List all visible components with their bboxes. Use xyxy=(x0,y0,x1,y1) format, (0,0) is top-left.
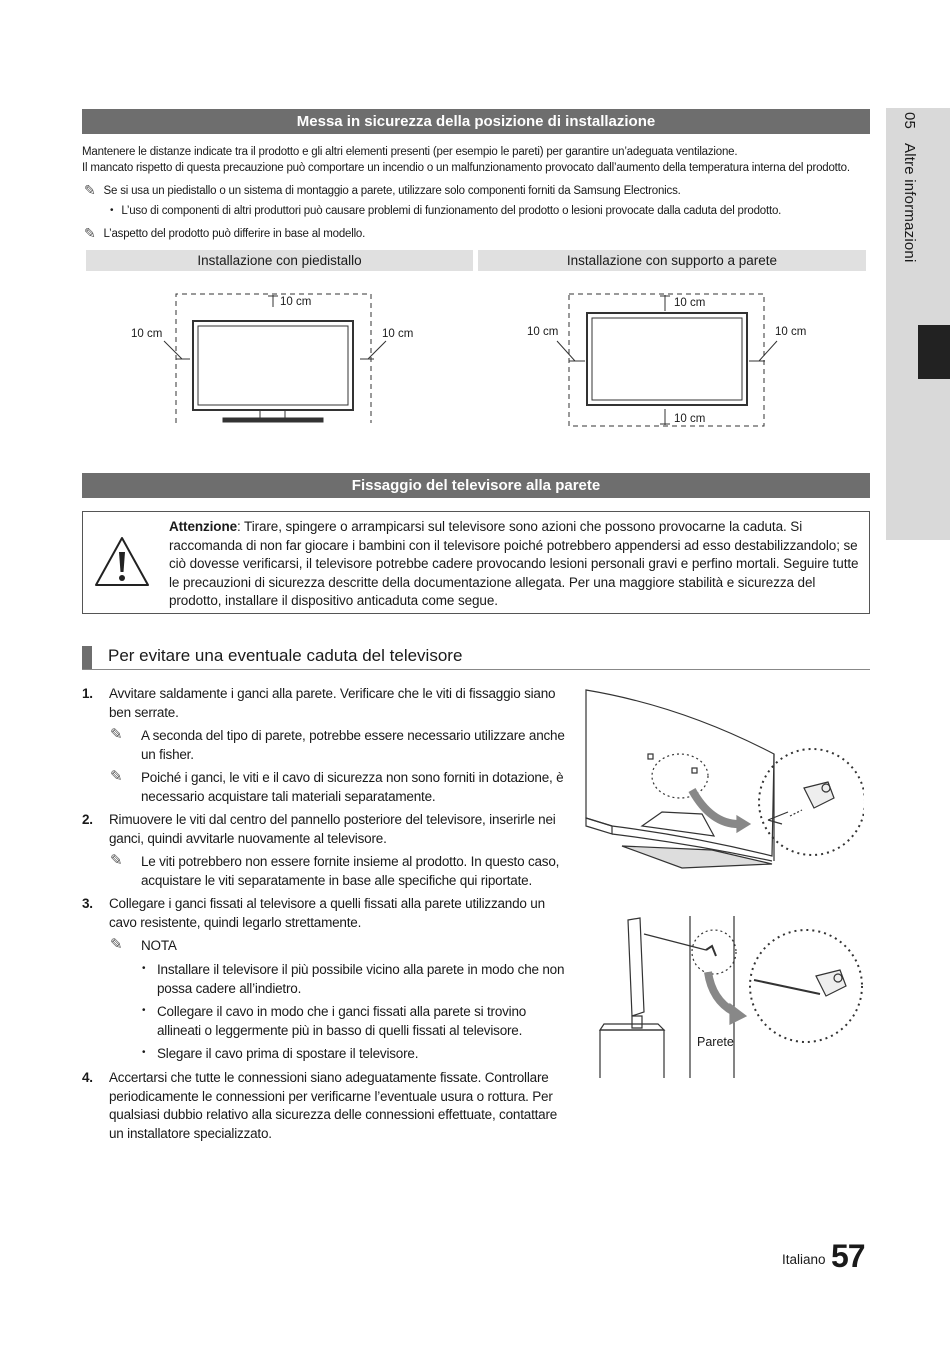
stand-clearance-diagram xyxy=(120,285,430,430)
section-title-installation: Messa in sicurezza della posizione di installazione xyxy=(82,109,870,134)
note-text: A seconda del tipo di parete, potrebbe essere necessario utilizzare anche un fisher. xyxy=(141,728,565,762)
warning-label: Attenzione xyxy=(169,519,237,534)
pencil-note-icon: ✎ xyxy=(84,182,96,198)
stand-dim-left: 10 cm xyxy=(131,328,163,340)
step-1 xyxy=(82,685,572,722)
step-2-note xyxy=(108,853,568,890)
intro-paragraph xyxy=(82,144,872,176)
bullet-text: Slegare il cavo prima di spostare il televisore. xyxy=(157,1046,419,1061)
stand-dim-top: 10 cm xyxy=(280,296,312,308)
note-components-text: Se si usa un piedistallo o un sistema di montaggio a parete, utilizzare solo componenti forniti da Samsung Electronics. xyxy=(103,185,681,197)
intro-line-1: Mantenere le distanze indicate tra il prodotto e gli altri elementi presenti (per esempio le pareti) per garantire un’adeguata ventilazione. xyxy=(82,146,738,158)
wall-install-label: Installazione con supporto a parete xyxy=(478,250,866,271)
bullet-text: Installare il televisore il più possibile vicino alla parete in modo che non possa cadere all’indietro. xyxy=(157,962,565,996)
note-label: NOTA xyxy=(141,938,177,953)
wall-dim-top: 10 cm xyxy=(674,297,706,309)
wall-clearance-diagram xyxy=(515,285,825,435)
step-3-bullet-3 xyxy=(140,1045,570,1064)
bullet-icon: • xyxy=(110,205,114,216)
note-components-bullet-text: L’uso di componenti di altri produttori può causare problemi di funzionamento del prodotto o lesioni provocate dalla caduta del prodotto. xyxy=(121,205,782,217)
note-text: Le viti potrebbero non essere fornite insieme al prodotto. In questo caso, acquistare le viti separatamente in base alle specifiche qui riportate. xyxy=(141,854,560,888)
chapter-number: 05 xyxy=(901,112,918,130)
step-2 xyxy=(82,811,572,848)
step-number: 4. xyxy=(82,1070,93,1085)
wall-label: Parete xyxy=(697,1035,734,1049)
wall-dim-right: 10 cm xyxy=(775,326,807,338)
step-text: Avvitare saldamente i ganci alla parete. Verificare che le viti di fissaggio siano ben serrate. xyxy=(109,686,556,720)
step-3 xyxy=(82,895,572,932)
subsection-title: Per evitare una eventuale caduta del televisore xyxy=(108,646,463,665)
bullet-icon: • xyxy=(142,1005,146,1016)
note-appearance xyxy=(84,226,365,242)
step-number: 2. xyxy=(82,812,93,827)
pencil-note-icon: ✎ xyxy=(84,225,96,241)
section-title-wall-fixing: Fissaggio del televisore alla parete xyxy=(82,473,870,498)
stand-install-label: Installazione con piedistallo xyxy=(86,250,473,271)
wall-dim-left: 10 cm xyxy=(527,326,559,338)
subsection-divider xyxy=(82,669,870,670)
step-text: Collegare i ganci fissati al televisore a quelli fissati alla parete utilizzando un cavo resistente, quindi legarlo strettamente. xyxy=(109,896,545,930)
subsection-marker xyxy=(82,646,92,670)
note-text: Poiché i ganci, le viti e il cavo di sicurezza non sono forniti in dotazione, è necessario acquistare tali materiali separatamente. xyxy=(141,770,564,804)
pencil-note-icon: ✎ xyxy=(110,852,123,869)
step-text: Rimuovere le viti dal centro del pannello posteriore del televisore, inserirle nei ganci, quindi avvitarle nuovamente al televisore. xyxy=(109,812,556,846)
warning-triangle-icon xyxy=(93,535,151,589)
chapter-side-label xyxy=(886,112,918,332)
tv-back-hook-illustration xyxy=(582,686,864,888)
step-1-note-1 xyxy=(108,727,568,764)
note-components-bullet xyxy=(110,203,781,219)
tv-wall-cable-illustration xyxy=(594,912,866,1082)
bullet-icon: • xyxy=(142,963,146,974)
warning-body: : Tirare, spingere o arrampicarsi sul televisore sono azioni che possono provocarne la caduta. Si raccomanda di non far giocare i bambini con il televisore poiché potrebbero appendersi ad esso destabilizzandolo; se ciò dovesse verificarsi, il televisore potrebbe cadere provocando lesioni personali gravi e perfino mortali. Seguire tutte le precauzioni di sicurezza descritte della documentazione allegata. Per una maggiore stabilità e sicurezza del prodotto, installare il dispositivo anticaduta come segue. xyxy=(169,519,859,608)
bullet-icon: • xyxy=(142,1047,146,1058)
chapter-title: Altre informazioni xyxy=(901,143,918,263)
stand-dim-right: 10 cm xyxy=(382,328,414,340)
step-number: 1. xyxy=(82,686,93,701)
note-appearance-text: L’aspetto del prodotto può differire in base al modello. xyxy=(103,228,366,240)
step-3-bullet-1 xyxy=(140,961,570,998)
step-number: 3. xyxy=(82,896,93,911)
warning-text xyxy=(169,518,865,611)
step-4 xyxy=(82,1069,572,1143)
step-1-note-2 xyxy=(108,769,568,806)
chapter-tab-marker xyxy=(918,325,950,379)
wall-dim-bottom: 10 cm xyxy=(674,413,706,425)
note-components xyxy=(84,183,681,199)
bullet-text: Collegare il cavo in modo che i ganci fissati alla parete si trovino allineati o leggermente più in basso di quelli fissati al televisore. xyxy=(157,1004,527,1038)
step-3-note xyxy=(108,937,568,956)
pencil-note-icon: ✎ xyxy=(110,936,123,953)
step-text: Accertarsi che tutte le connessioni siano adeguatamente fissate. Controllare periodicamente le connessioni per verificarne l’eventuale usura o rottura. Per qualsiasi dubbio relativo alla sicurezza delle connessioni effettuate, contattare un installatore specializzato. xyxy=(109,1070,558,1141)
step-3-bullet-2 xyxy=(140,1003,570,1040)
page-number: 57 xyxy=(831,1238,865,1274)
pencil-note-icon: ✎ xyxy=(110,726,123,743)
intro-line-2: Il mancato rispetto di questa precauzione può comportare un incendio o un malfunzionamento provocato dall’aumento della temperatura interna del prodotto. xyxy=(82,162,850,174)
footer-language: Italiano xyxy=(782,1252,826,1267)
pencil-note-icon: ✎ xyxy=(110,768,123,785)
